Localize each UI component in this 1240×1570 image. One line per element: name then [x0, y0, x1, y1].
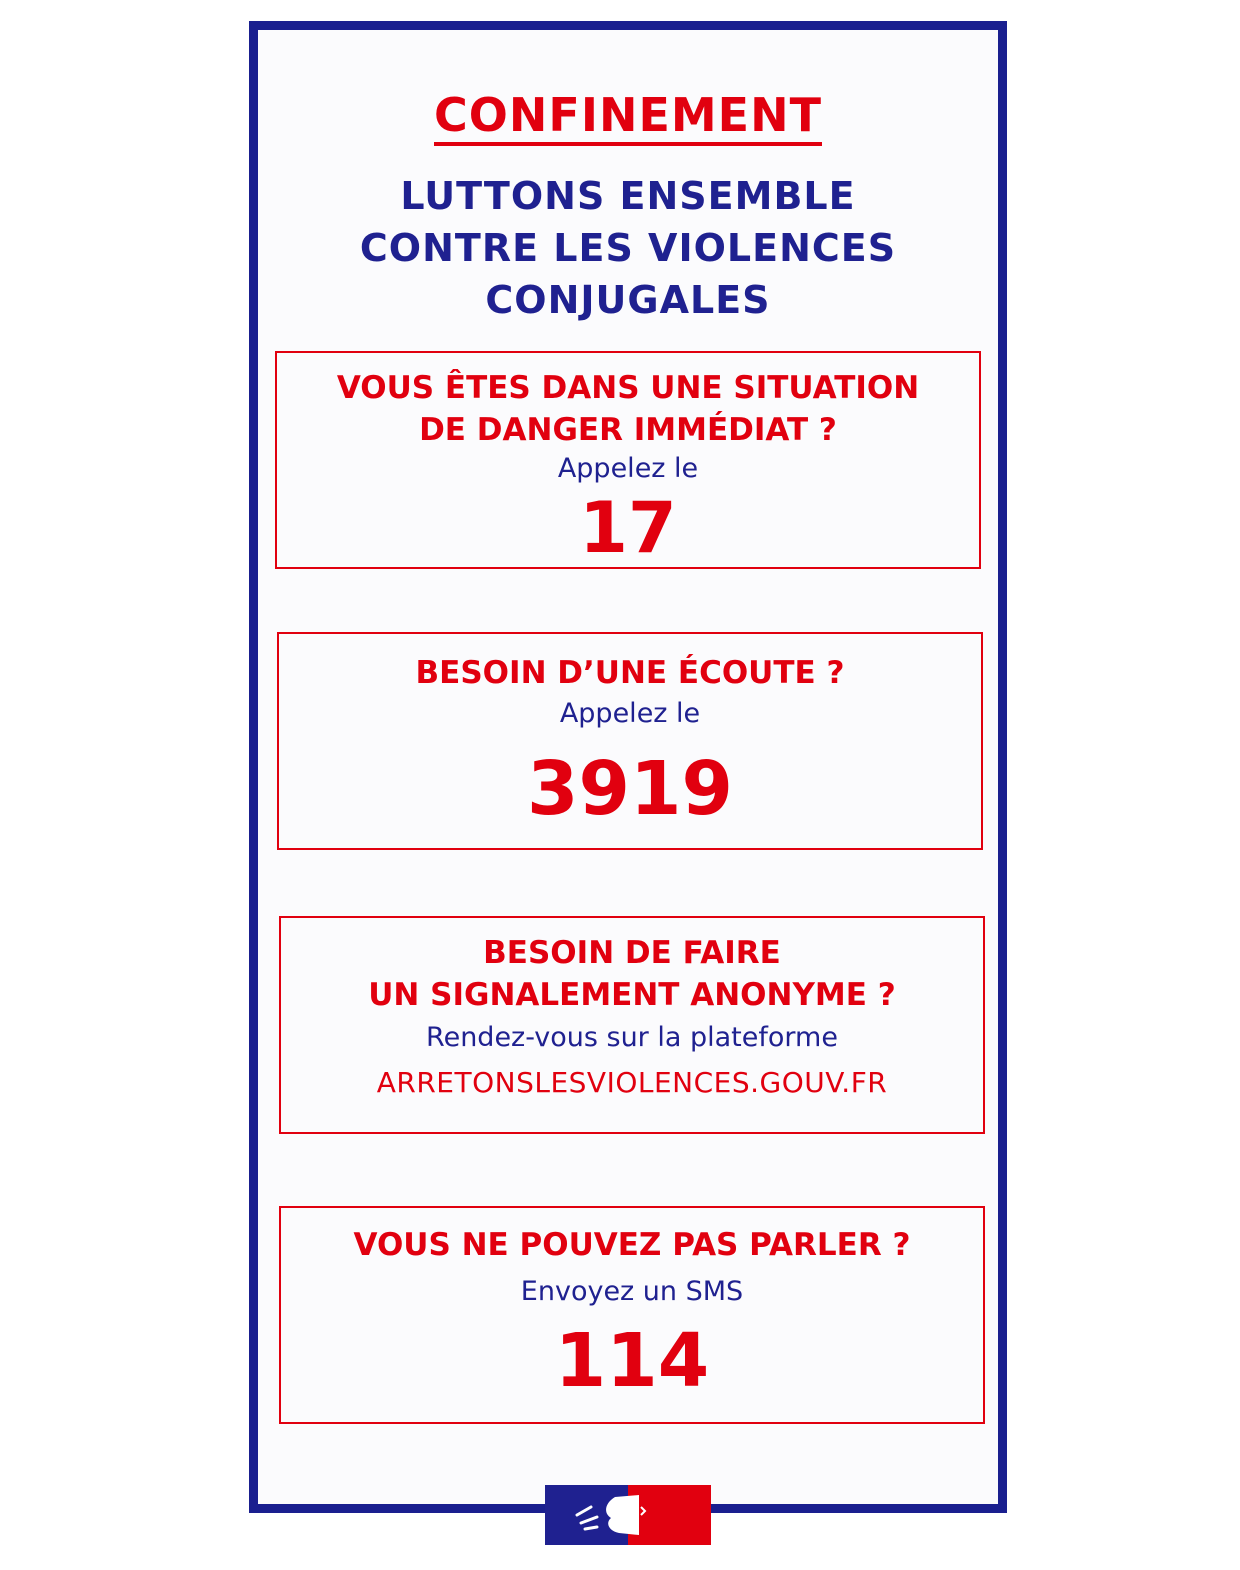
section-question: DE DANGER IMMÉDIAT ?	[419, 412, 837, 448]
platform-link[interactable]: ARRETONSLESVIOLENCES.GOUV.FR	[376, 1066, 888, 1099]
section-question: UN SIGNALEMENT ANONYME ?	[368, 977, 896, 1013]
section-instruction: Appelez le	[557, 453, 699, 484]
subtitle	[258, 170, 998, 326]
phone-number-17[interactable]: 17	[579, 487, 677, 569]
listening-section	[277, 632, 983, 850]
report-section	[279, 916, 985, 1134]
sms-number-114[interactable]: 114	[554, 1318, 710, 1404]
section-instruction: Appelez le	[559, 698, 701, 729]
title-text: CONFINEMENT	[434, 92, 822, 146]
subtitle-line: LUTTONS ENSEMBLE	[400, 174, 856, 218]
danger-section	[275, 351, 981, 569]
section-question: VOUS NE POUVEZ PAS PARLER ?	[353, 1227, 911, 1263]
section-instruction: Envoyez un SMS	[520, 1276, 744, 1307]
sms-section	[279, 1206, 985, 1424]
poster-frame	[249, 21, 1007, 1513]
section-question: BESOIN DE FAIRE	[483, 935, 781, 971]
page-title	[258, 88, 998, 146]
phone-number-3919[interactable]: 3919	[527, 746, 733, 832]
subtitle-line: CONTRE LES VIOLENCES	[359, 226, 897, 270]
section-question: BESOIN D’UNE ÉCOUTE ?	[415, 655, 845, 691]
section-question: VOUS ÊTES DANS UNE SITUATION	[336, 370, 920, 406]
section-instruction: Rendez-vous sur la plateforme	[426, 1022, 838, 1053]
subtitle-line: CONJUGALES	[485, 278, 771, 322]
marianne-logo-icon	[545, 1485, 711, 1545]
